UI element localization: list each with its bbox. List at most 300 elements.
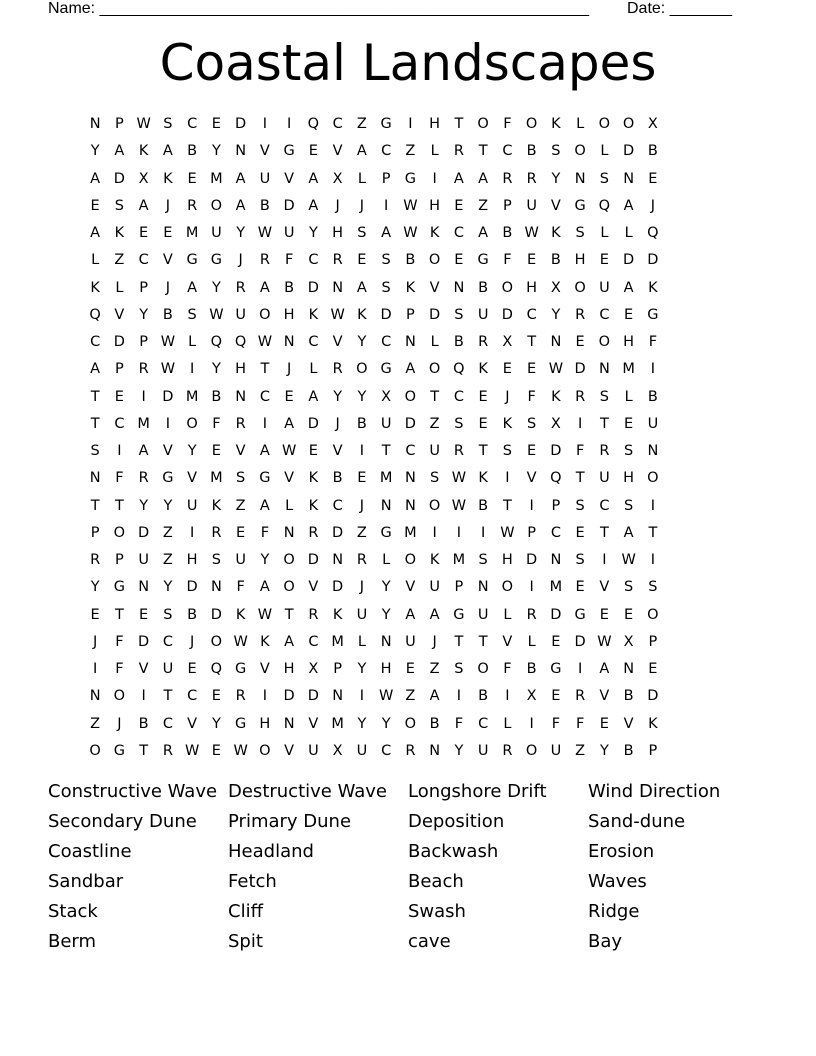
grid-letter[interactable]: W <box>160 361 176 378</box>
grid-letter[interactable]: I <box>505 688 510 705</box>
grid-letter[interactable]: I <box>529 497 534 514</box>
grid-letter[interactable]: R <box>356 552 367 568</box>
grid-letter[interactable]: R <box>259 252 270 269</box>
grid-letter[interactable]: F <box>527 388 536 405</box>
grid-letter[interactable]: T <box>599 415 609 432</box>
grid-letter[interactable]: G <box>283 143 295 160</box>
grid-letter[interactable]: S <box>381 252 391 269</box>
grid-letter[interactable]: N <box>283 715 295 732</box>
grid-letter[interactable]: A <box>478 225 489 241</box>
grid-letter[interactable]: S <box>502 443 512 459</box>
grid-letter[interactable]: N <box>623 170 635 187</box>
grid-letter[interactable]: H <box>429 197 441 214</box>
grid-letter[interactable]: S <box>599 170 609 187</box>
grid-letter[interactable]: K <box>648 279 658 296</box>
grid-letter[interactable]: G <box>453 606 465 623</box>
grid-letter[interactable]: D <box>574 361 586 378</box>
grid-letter[interactable]: E <box>599 606 609 623</box>
grid-letter[interactable]: A <box>356 279 367 296</box>
grid-letter[interactable]: U <box>356 742 368 759</box>
grid-letter[interactable]: N <box>210 579 222 596</box>
grid-letter[interactable]: Y <box>187 443 197 459</box>
grid-letter[interactable]: S <box>163 606 173 623</box>
grid-letter[interactable]: J <box>335 415 340 432</box>
grid-letter[interactable]: E <box>211 116 221 132</box>
grid-letter[interactable]: K <box>308 306 319 323</box>
grid-letter[interactable]: F <box>115 633 124 650</box>
grid-letter[interactable]: Y <box>260 552 270 568</box>
grid-letter[interactable]: Q <box>210 334 223 350</box>
grid-letter[interactable]: F <box>454 715 464 732</box>
grid-letter[interactable]: V <box>405 579 416 596</box>
grid-letter[interactable]: M <box>452 552 466 568</box>
grid-letter[interactable]: I <box>141 688 146 705</box>
grid-letter[interactable]: V <box>526 470 537 487</box>
grid-letter[interactable]: O <box>428 252 441 269</box>
grid-letter[interactable]: Z <box>356 116 367 132</box>
grid-letter[interactable]: C <box>550 524 561 541</box>
grid-letter[interactable]: Z <box>405 688 416 705</box>
grid-letter[interactable]: W <box>184 742 200 759</box>
grid-letter[interactable]: D <box>332 524 344 541</box>
grid-letter[interactable]: A <box>405 361 416 378</box>
grid-letter[interactable]: S <box>575 497 585 514</box>
grid-letter[interactable]: V <box>187 470 198 487</box>
grid-letter[interactable]: Y <box>454 742 464 759</box>
grid-letter[interactable]: M <box>185 225 199 241</box>
grid-letter[interactable]: W <box>524 225 539 241</box>
grid-letter[interactable]: J <box>117 715 122 732</box>
grid-letter[interactable]: A <box>308 170 319 187</box>
grid-letter[interactable]: R <box>478 334 489 350</box>
grid-letter[interactable]: E <box>648 661 658 677</box>
grid-letter[interactable]: A <box>478 170 489 187</box>
grid-letter[interactable]: S <box>90 443 100 459</box>
grid-letter[interactable]: I <box>456 524 462 541</box>
grid-letter[interactable]: K <box>502 415 513 432</box>
grid-letter[interactable]: V <box>114 306 125 323</box>
grid-letter[interactable]: K <box>308 470 319 487</box>
grid-letter[interactable]: H <box>623 470 635 487</box>
grid-letter[interactable]: T <box>599 524 609 541</box>
grid-letter[interactable]: I <box>456 688 462 705</box>
grid-letter[interactable]: D <box>550 443 562 459</box>
grid-letter[interactable]: Y <box>236 225 246 241</box>
grid-letter[interactable]: Q <box>210 661 223 677</box>
grid-letter[interactable]: E <box>551 633 561 650</box>
grid-letter[interactable]: I <box>432 524 437 541</box>
grid-letter[interactable]: G <box>235 715 247 732</box>
grid-letter[interactable]: B <box>187 606 198 623</box>
grid-letter[interactable]: D <box>186 579 198 596</box>
grid-letter[interactable]: H <box>259 715 271 732</box>
grid-letter[interactable]: E <box>527 443 537 459</box>
grid-letter[interactable]: K <box>551 388 561 405</box>
grid-letter[interactable]: D <box>526 552 538 568</box>
grid-letter[interactable]: R <box>575 388 586 405</box>
grid-letter[interactable]: Q <box>647 225 659 241</box>
grid-letter[interactable]: W <box>330 306 345 323</box>
grid-letter[interactable]: F <box>648 334 658 350</box>
grid-letter[interactable]: E <box>502 361 512 378</box>
grid-letter[interactable]: I <box>408 116 413 132</box>
grid-letter[interactable]: Z <box>429 661 440 677</box>
grid-letter[interactable]: T <box>114 606 124 623</box>
grid-letter[interactable]: E <box>90 197 100 214</box>
grid-letter[interactable]: S <box>624 443 634 459</box>
grid-letter[interactable]: G <box>186 252 198 269</box>
grid-letter[interactable]: C <box>599 306 610 323</box>
grid-letter[interactable]: L <box>285 497 294 514</box>
grid-letter[interactable]: S <box>624 497 634 514</box>
grid-letter[interactable]: T <box>575 470 585 487</box>
grid-letter[interactable]: V <box>284 170 295 187</box>
grid-letter[interactable]: R <box>308 606 319 623</box>
grid-letter[interactable]: E <box>284 388 294 405</box>
grid-letter[interactable]: O <box>501 579 514 596</box>
grid-letter[interactable]: M <box>549 579 563 596</box>
grid-letter[interactable]: B <box>429 715 440 732</box>
grid-letter[interactable]: I <box>650 497 656 514</box>
grid-letter[interactable]: Y <box>90 579 100 596</box>
grid-letter[interactable]: P <box>503 197 512 214</box>
grid-letter[interactable]: W <box>233 633 248 650</box>
grid-letter[interactable]: X <box>502 334 513 350</box>
grid-letter[interactable]: Z <box>478 197 489 214</box>
grid-letter[interactable]: K <box>260 633 270 650</box>
grid-letter[interactable]: D <box>113 170 125 187</box>
grid-letter[interactable]: O <box>210 197 223 214</box>
grid-letter[interactable]: V <box>235 443 246 459</box>
grid-letter[interactable]: I <box>92 661 98 677</box>
grid-letter[interactable]: L <box>624 388 633 405</box>
grid-letter[interactable]: D <box>283 197 295 214</box>
grid-letter[interactable]: I <box>262 688 268 705</box>
grid-letter[interactable]: Z <box>235 497 246 514</box>
grid-letter[interactable]: O <box>598 116 611 132</box>
grid-letter[interactable]: E <box>575 334 585 350</box>
grid-letter[interactable]: H <box>429 116 441 132</box>
grid-letter[interactable]: S <box>357 225 367 241</box>
grid-letter[interactable]: U <box>599 279 610 296</box>
grid-letter[interactable]: B <box>453 334 464 350</box>
grid-letter[interactable]: E <box>139 225 149 241</box>
grid-letter[interactable]: Z <box>429 415 440 432</box>
grid-letter[interactable]: B <box>138 715 149 732</box>
grid-letter[interactable]: W <box>403 225 418 241</box>
grid-letter[interactable]: S <box>430 470 440 487</box>
grid-letter[interactable]: B <box>647 143 658 160</box>
grid-letter[interactable]: F <box>260 524 270 541</box>
grid-letter[interactable]: V <box>502 633 513 650</box>
grid-letter[interactable]: W <box>500 524 515 541</box>
grid-letter[interactable]: H <box>623 334 635 350</box>
grid-letter[interactable]: Y <box>381 579 391 596</box>
grid-letter[interactable]: B <box>478 497 489 514</box>
grid-letter[interactable]: N <box>453 279 465 296</box>
grid-letter[interactable]: P <box>648 633 658 650</box>
grid-letter[interactable]: N <box>332 688 344 705</box>
grid-letter[interactable]: A <box>453 170 464 187</box>
grid-letter[interactable]: E <box>308 143 318 160</box>
grid-letter[interactable]: R <box>211 524 222 541</box>
grid-letter[interactable]: K <box>478 470 488 487</box>
grid-letter[interactable]: P <box>139 279 148 296</box>
grid-letter[interactable]: F <box>115 661 124 677</box>
grid-letter[interactable]: T <box>502 497 512 514</box>
grid-letter[interactable]: K <box>211 497 222 514</box>
grid-letter[interactable]: U <box>138 552 149 568</box>
grid-letter[interactable]: O <box>113 524 126 541</box>
grid-letter[interactable]: O <box>477 661 489 677</box>
grid-letter[interactable]: H <box>283 661 295 677</box>
grid-letter[interactable]: S <box>163 116 173 132</box>
grid-letter[interactable]: X <box>138 170 149 187</box>
grid-letter[interactable]: J <box>286 361 292 378</box>
grid-letter[interactable]: E <box>211 688 221 705</box>
grid-letter[interactable]: U <box>211 225 222 241</box>
grid-letter[interactable]: N <box>647 443 659 459</box>
grid-letter[interactable]: E <box>187 661 197 677</box>
grid-letter[interactable]: A <box>284 415 295 432</box>
grid-letter[interactable]: J <box>238 252 243 269</box>
grid-letter[interactable]: W <box>548 361 564 378</box>
grid-letter[interactable]: I <box>286 116 292 132</box>
grid-letter[interactable]: Z <box>162 552 173 568</box>
grid-letter[interactable]: H <box>235 361 247 378</box>
grid-letter[interactable]: M <box>137 415 150 432</box>
grid-letter[interactable]: R <box>235 279 246 296</box>
grid-letter[interactable]: D <box>138 524 150 541</box>
grid-letter[interactable]: D <box>647 252 659 269</box>
grid-letter[interactable]: I <box>529 579 534 596</box>
grid-letter[interactable]: U <box>380 415 392 432</box>
grid-letter[interactable]: J <box>432 633 437 650</box>
grid-letter[interactable]: T <box>527 334 537 350</box>
grid-letter[interactable]: B <box>502 225 513 241</box>
grid-letter[interactable]: T <box>430 388 440 405</box>
grid-letter[interactable]: O <box>477 116 489 132</box>
grid-letter[interactable]: T <box>381 443 391 459</box>
grid-letter[interactable]: S <box>114 197 124 214</box>
grid-letter[interactable]: E <box>405 661 415 677</box>
grid-letter[interactable]: I <box>529 715 534 732</box>
grid-letter[interactable]: U <box>429 579 440 596</box>
grid-letter[interactable]: P <box>527 524 536 541</box>
grid-letter[interactable]: G <box>380 524 392 541</box>
grid-letter[interactable]: F <box>575 715 585 732</box>
grid-letter[interactable]: P <box>90 524 100 541</box>
grid-letter[interactable]: U <box>235 552 246 568</box>
grid-letter[interactable]: R <box>162 742 173 759</box>
grid-letter[interactable]: R <box>502 742 513 759</box>
grid-letter[interactable]: O <box>647 470 659 487</box>
grid-letter[interactable]: O <box>525 742 538 759</box>
grid-letter[interactable]: I <box>262 415 268 432</box>
grid-letter[interactable]: J <box>165 279 171 296</box>
grid-letter[interactable]: V <box>308 715 319 732</box>
grid-letter[interactable]: T <box>90 415 100 432</box>
grid-letter[interactable]: E <box>187 170 197 187</box>
grid-letter[interactable]: O <box>186 415 198 432</box>
grid-letter[interactable]: I <box>650 552 656 568</box>
grid-letter[interactable]: V <box>259 143 270 160</box>
grid-letter[interactable]: P <box>648 742 658 759</box>
grid-letter[interactable]: Y <box>139 306 149 323</box>
grid-letter[interactable]: Y <box>357 334 367 350</box>
grid-letter[interactable]: U <box>647 415 659 432</box>
grid-letter[interactable]: D <box>162 388 174 405</box>
grid-letter[interactable]: W <box>451 470 467 487</box>
grid-letter[interactable]: A <box>623 197 634 214</box>
grid-letter[interactable]: I <box>165 415 171 432</box>
grid-letter[interactable]: V <box>332 443 343 459</box>
grid-letter[interactable]: M <box>379 470 393 487</box>
grid-letter[interactable]: T <box>478 443 488 459</box>
grid-letter[interactable]: V <box>284 470 295 487</box>
grid-letter[interactable]: B <box>162 306 173 323</box>
grid-letter[interactable]: W <box>403 197 418 214</box>
grid-letter[interactable]: Y <box>357 715 367 732</box>
grid-letter[interactable]: A <box>429 688 440 705</box>
grid-letter[interactable]: E <box>624 606 634 623</box>
grid-letter[interactable]: B <box>647 388 658 405</box>
grid-letter[interactable]: O <box>428 361 441 378</box>
grid-letter[interactable]: U <box>283 225 295 241</box>
grid-letter[interactable]: O <box>404 715 417 732</box>
grid-letter[interactable]: U <box>259 170 271 187</box>
grid-letter[interactable]: S <box>575 552 585 568</box>
grid-letter[interactable]: F <box>503 116 512 132</box>
grid-letter[interactable]: S <box>454 661 464 677</box>
grid-letter[interactable]: O <box>259 742 271 759</box>
grid-letter[interactable]: Y <box>381 715 391 732</box>
grid-letter[interactable]: D <box>623 143 635 160</box>
grid-letter[interactable]: N <box>89 116 101 132</box>
grid-letter[interactable]: E <box>308 443 318 459</box>
grid-letter[interactable]: T <box>114 497 124 514</box>
grid-letter[interactable]: B <box>478 688 489 705</box>
grid-letter[interactable]: K <box>114 225 125 241</box>
grid-letter[interactable]: W <box>378 688 394 705</box>
grid-letter[interactable]: E <box>527 361 537 378</box>
grid-letter[interactable]: I <box>189 524 195 541</box>
grid-letter[interactable]: H <box>501 552 513 568</box>
grid-letter[interactable]: N <box>380 633 392 650</box>
grid-letter[interactable]: E <box>527 252 537 269</box>
grid-letter[interactable]: L <box>188 334 197 350</box>
grid-letter[interactable]: F <box>212 415 221 432</box>
grid-letter[interactable]: A <box>623 279 634 296</box>
grid-letter[interactable]: B <box>478 279 489 296</box>
grid-letter[interactable]: S <box>599 388 609 405</box>
grid-letter[interactable]: H <box>380 661 392 677</box>
grid-letter[interactable]: P <box>381 170 391 187</box>
grid-letter[interactable]: G <box>404 170 416 187</box>
grid-letter[interactable]: J <box>189 633 195 650</box>
grid-letter[interactable]: B <box>211 388 222 405</box>
grid-letter[interactable]: E <box>357 470 367 487</box>
grid-letter[interactable]: P <box>406 306 415 323</box>
grid-letter[interactable]: E <box>211 443 221 459</box>
grid-letter[interactable]: D <box>623 252 635 269</box>
grid-letter[interactable]: Y <box>381 606 391 623</box>
grid-letter[interactable]: N <box>429 742 441 759</box>
grid-letter[interactable]: A <box>259 443 270 459</box>
grid-letter[interactable]: Z <box>405 143 416 160</box>
grid-letter[interactable]: C <box>308 633 319 650</box>
grid-letter[interactable]: P <box>454 579 464 596</box>
grid-letter[interactable]: S <box>575 225 585 241</box>
grid-letter[interactable]: R <box>453 143 464 160</box>
grid-letter[interactable]: K <box>551 225 561 241</box>
grid-letter[interactable]: F <box>503 661 512 677</box>
grid-letter[interactable]: Q <box>598 197 611 214</box>
grid-letter[interactable]: K <box>551 116 561 132</box>
grid-letter[interactable]: L <box>115 279 124 296</box>
grid-letter[interactable]: F <box>551 715 561 732</box>
grid-letter[interactable]: P <box>333 661 342 677</box>
grid-letter[interactable]: K <box>308 497 319 514</box>
grid-letter[interactable]: E <box>454 197 464 214</box>
grid-letter[interactable]: P <box>115 552 124 568</box>
grid-letter[interactable]: I <box>141 388 146 405</box>
grid-letter[interactable]: R <box>599 443 610 459</box>
grid-letter[interactable]: F <box>236 579 245 596</box>
grid-letter[interactable]: A <box>114 143 125 160</box>
grid-letter[interactable]: K <box>478 361 488 378</box>
grid-letter[interactable]: B <box>284 279 295 296</box>
grid-letter[interactable]: B <box>623 742 634 759</box>
grid-letter[interactable]: V <box>623 715 634 732</box>
grid-letter[interactable]: B <box>332 470 343 487</box>
grid-letter[interactable]: N <box>235 388 247 405</box>
grid-letter[interactable]: C <box>187 116 198 132</box>
grid-letter[interactable]: X <box>550 415 561 432</box>
grid-letter[interactable]: L <box>91 252 100 269</box>
grid-letter[interactable]: U <box>429 443 440 459</box>
grid-letter[interactable]: A <box>259 279 270 296</box>
grid-letter[interactable]: E <box>648 170 658 187</box>
grid-letter[interactable]: W <box>257 606 273 623</box>
grid-letter[interactable]: J <box>165 197 171 214</box>
grid-letter[interactable]: A <box>623 524 634 541</box>
grid-letter[interactable]: O <box>259 306 271 323</box>
grid-letter[interactable]: O <box>622 116 635 132</box>
grid-letter[interactable]: Z <box>90 715 101 732</box>
grid-letter[interactable]: X <box>308 661 319 677</box>
grid-letter[interactable]: N <box>332 552 344 568</box>
grid-letter[interactable]: M <box>331 715 344 732</box>
grid-letter[interactable]: T <box>90 388 100 405</box>
grid-letter[interactable]: A <box>284 633 295 650</box>
grid-letter[interactable]: A <box>308 197 319 214</box>
grid-letter[interactable]: I <box>602 552 607 568</box>
grid-letter[interactable]: W <box>257 225 273 241</box>
grid-letter[interactable]: D <box>138 633 150 650</box>
grid-letter[interactable]: E <box>599 252 609 269</box>
grid-letter[interactable]: U <box>526 197 537 214</box>
grid-letter[interactable]: V <box>429 279 440 296</box>
grid-letter[interactable]: R <box>138 361 149 378</box>
grid-letter[interactable]: O <box>404 388 417 405</box>
grid-letter[interactable]: X <box>550 279 561 296</box>
grid-letter[interactable]: O <box>283 579 295 596</box>
grid-letter[interactable]: R <box>575 306 586 323</box>
grid-letter[interactable]: E <box>624 415 634 432</box>
grid-letter[interactable]: X <box>623 633 634 650</box>
grid-letter[interactable]: W <box>136 116 151 132</box>
